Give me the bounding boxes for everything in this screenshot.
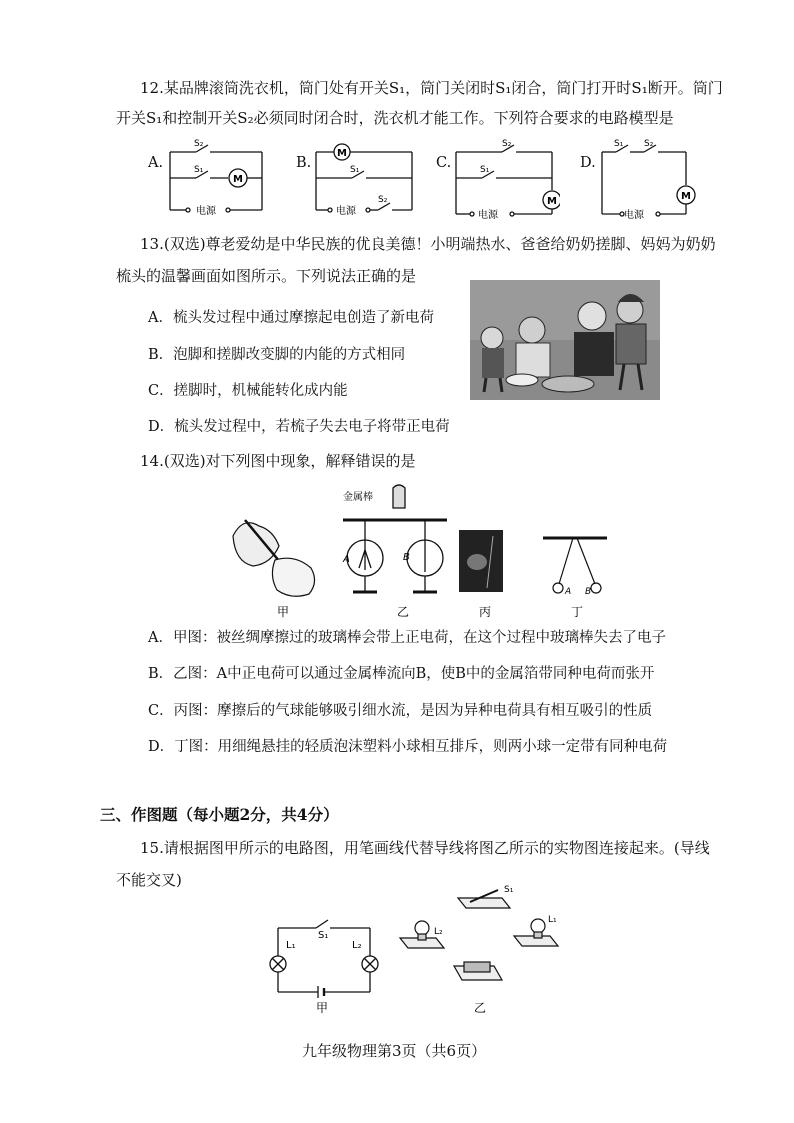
label-bing: 丙: [479, 605, 492, 619]
q13-option-a: A．梳头发过程中通过摩擦起电创造了新电荷: [148, 310, 434, 326]
q12-circuits: [148, 138, 708, 222]
q13-option-c: C．搓脚时，机械能转化成内能: [148, 383, 348, 399]
q13-line2: 梳头的温馨画面如图所示。下列说法正确的是: [116, 267, 417, 285]
q15-figures: [258, 878, 578, 1018]
q15-line2: 不能交叉): [116, 871, 182, 889]
q12b-s1: S₁: [350, 165, 360, 175]
q14-option-b: B．乙图：A中正电荷可以通过金属棒流向B，使B中的金属箔带同种电荷而张开: [148, 666, 655, 682]
q12c-power: 电源: [478, 210, 498, 221]
label-a: A: [343, 554, 350, 565]
yi-s1: S₁: [504, 885, 514, 895]
label-b: B: [403, 552, 410, 563]
label-ding: 丁: [571, 605, 584, 619]
q12a-power: 电源: [196, 206, 216, 217]
q14-stem: 14.(双选)对下列图中现象，解释错误的是: [140, 452, 416, 470]
components-yi: [400, 890, 558, 980]
q12c-motor: M: [547, 196, 557, 207]
label-jia: 甲: [277, 605, 290, 619]
yi-l1: L₁: [548, 915, 557, 925]
q12-option-d: D.: [580, 155, 596, 171]
label-rod: 金属棒: [343, 492, 373, 503]
q12d-s2: S₂: [644, 139, 654, 149]
figure-jia: [233, 520, 315, 596]
jia-l1: L₁: [286, 940, 296, 951]
q12-option-b: B.: [296, 155, 312, 171]
label-yi: 乙: [397, 605, 410, 619]
jia-s1: S₁: [318, 930, 329, 941]
label-ball-a: A: [565, 587, 572, 597]
yi-l2: L₂: [434, 927, 443, 937]
q12-circuit-c: [452, 138, 560, 222]
q12-line2: 开关S₁和控制开关S₂必须同时闭合时，洗衣机才能工作。下列符合要求的电路模型是: [116, 109, 674, 127]
q12-option-a: A.: [148, 155, 164, 171]
q12a-s2: S₂: [194, 139, 204, 149]
family-photo: [470, 280, 660, 400]
q12d-motor: M: [681, 191, 691, 202]
q12a-motor: M: [233, 174, 243, 185]
q13-option-d: D．梳头发过程中，若梳子失去电子将带正电荷: [148, 419, 450, 435]
q12-circuit-a: [166, 138, 266, 220]
q12-circuit-b: [312, 138, 416, 220]
q14-option-c: C．丙图：摩擦后的气球能够吸引细水流，是因为异种电荷具有相互吸引的性质: [148, 703, 653, 719]
q12b-power: 电源: [336, 206, 356, 217]
q15-line1: 15.请根据图甲所示的电路图，用笔画线代替导线将图乙所示的实物图连接起来。(导线: [140, 839, 710, 857]
jia-label: 甲: [316, 1001, 329, 1015]
q12a-s1: S₁: [194, 165, 204, 175]
q12-line1: 12.某品牌滚筒洗衣机，筒门处有开关S₁，筒门关闭时S₁闭合，筒门打开时S₁断开。筒门: [140, 79, 723, 97]
q12b-motor: M: [337, 148, 347, 159]
jia-l2: L₂: [352, 940, 362, 951]
q12-circuit-d: [598, 138, 698, 222]
yi-label: 乙: [474, 1001, 487, 1015]
q14-option-d: D．丁图：用细绳悬挂的轻质泡沫塑料小球相互排斥，则两小球一定带有同种电荷: [148, 739, 668, 755]
q13-option-b: B．泡脚和搓脚改变脚的内能的方式相同: [148, 347, 406, 363]
q12d-s1: S₁: [614, 139, 624, 149]
q13-line1: 13.(双选)尊老爱幼是中华民族的优良美德！小明端热水、爸爸给奶奶搓脚、妈妈为奶奶: [140, 235, 716, 253]
q12c-s1: S₁: [480, 165, 490, 175]
label-ball-b: B: [585, 587, 592, 597]
q12d-power: 电源: [624, 210, 644, 221]
figure-ding: [543, 538, 607, 593]
q14-figures: [225, 480, 645, 620]
q12-option-c: C.: [436, 155, 452, 171]
section-heading: 三、作图题（每小题2分，共4分）: [100, 805, 339, 824]
q14-option-a: A．甲图：被丝绸摩擦过的玻璃棒会带上正电荷，在这个过程中玻璃棒失去了电子: [148, 630, 666, 646]
page-footer: 九年级物理第3页（共6页）: [302, 1042, 487, 1060]
q12c-s2: S₂: [502, 139, 512, 149]
q12b-s2: S₂: [378, 195, 388, 205]
